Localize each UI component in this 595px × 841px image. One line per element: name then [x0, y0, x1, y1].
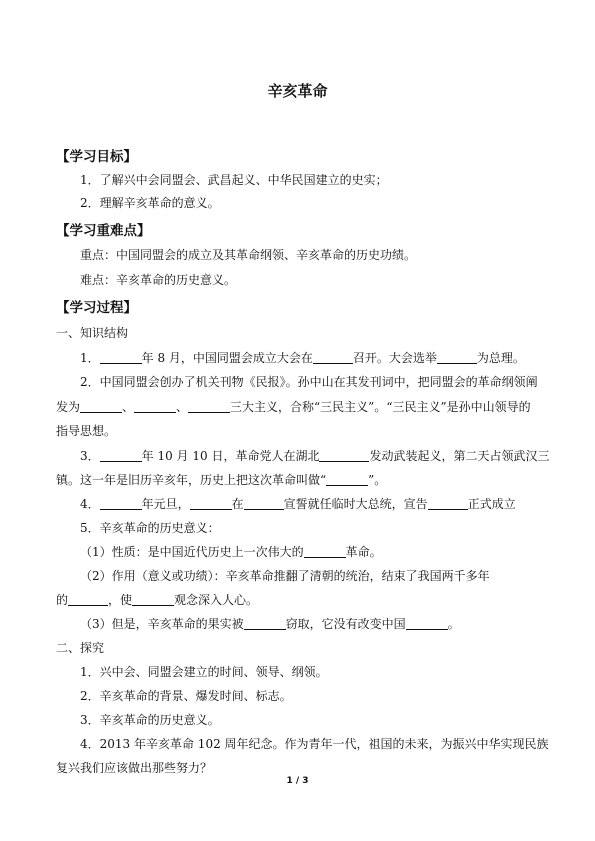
fill-blank	[80, 400, 122, 413]
question-5-3: （3）但是，辛亥革命的果实被 窃取，它没有改变中国 。	[80, 617, 460, 631]
fill-blank	[319, 449, 369, 462]
section-heading-process: 【学习过程】	[56, 300, 137, 316]
goal-item-1: 1．了解兴中会同盟会、武昌起义、中华民国建立的史实；	[80, 173, 388, 187]
fill-blank	[437, 351, 477, 364]
explore-item-2: 2．辛亥革命的背景、爆发时间、标志。	[80, 689, 292, 703]
question-4: 4． 年元旦， 在 宣誓就任临时大总统，宣告 正式成立	[80, 497, 516, 511]
question-3-line-2: 镇。这一年是旧历辛亥年，历史上把这次革命叫做“ ”。	[56, 473, 387, 487]
question-3-line-1: 3． 年 10 月 10 日，革命党人在湖北 发动武装起义，第二天占领武汉三	[80, 449, 550, 463]
part1-title: 一、知识结构	[56, 326, 129, 340]
question-2-line-3: 指导思想。	[56, 424, 117, 438]
fill-blank	[244, 617, 286, 630]
question-2-line-1: 2．中国同盟会创办了机关刊物《民报》。孙中山在其发刊词中，把同盟会的革命纲领阐	[80, 375, 538, 389]
fill-blank	[244, 497, 284, 510]
section-heading-key-points: 【学习重难点】	[56, 223, 151, 239]
fill-blank	[132, 593, 174, 606]
explore-item-1: 1．兴中会、同盟会建立的时间、领导、纲领。	[80, 665, 328, 679]
fill-blank	[428, 497, 468, 510]
fill-blank	[313, 351, 353, 364]
fill-blank	[100, 351, 142, 364]
key-point: 重点：中国同盟会的成立及其革命纲领、辛亥革命的历史功绩。	[80, 248, 417, 262]
fill-blank	[100, 497, 142, 510]
fill-blank	[304, 545, 346, 558]
explore-item-3: 3．辛亥革命的历史意义。	[80, 713, 220, 727]
part2-title: 二、探究	[56, 641, 105, 655]
question-2-line-2: 发为 、 、 三大主义，合称“三民主义”。“三民主义”是孙中山领导的	[56, 400, 531, 414]
fill-blank	[326, 473, 368, 486]
fill-blank	[134, 400, 176, 413]
fill-blank	[68, 593, 108, 606]
explore-item-4-line-2: 复兴我们应该做出那些努力？	[56, 761, 213, 775]
fill-blank	[190, 497, 232, 510]
question-5: 5．辛亥革命的历史意义：	[80, 521, 220, 535]
question-1: 1． 年 8 月，中国同盟会成立大会在 召开。大会选举 为总理。	[80, 351, 525, 365]
question-5-1: （1）性质：是中国近代历史上一次伟大的 革命。	[80, 545, 382, 559]
goal-item-2: 2．理解辛亥革命的意义。	[80, 196, 220, 210]
explore-item-4-line-1: 4．2013 年辛亥革命 102 周年纪念。作为青年一代，祖国的未来，为振兴中华实现民族	[80, 737, 549, 751]
page-title: 辛亥革命	[267, 82, 328, 100]
section-heading-goals: 【学习目标】	[56, 149, 137, 165]
question-5-2-line-2: 的 ，使 观念深入人心。	[56, 593, 259, 607]
page-number: 1 / 3	[286, 776, 309, 786]
fill-blank	[406, 617, 448, 630]
fill-blank	[188, 400, 230, 413]
fill-blank	[100, 449, 142, 462]
difficult-point: 难点：辛亥革命的历史意义。	[80, 273, 237, 287]
question-5-2-line-1: （2）作用（意义或功绩）：辛亥革命推翻了清朝的统治，结束了我国两千多年	[80, 569, 490, 583]
